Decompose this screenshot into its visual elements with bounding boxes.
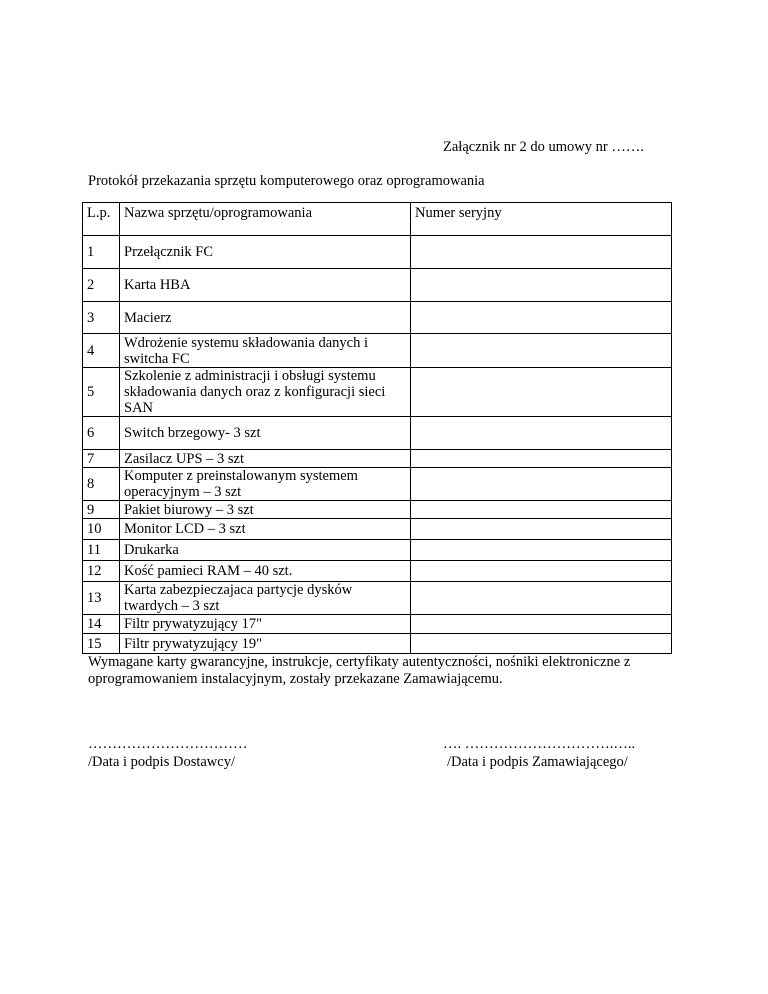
row-lp: 14 xyxy=(83,615,120,634)
row-serial xyxy=(411,561,672,582)
document-title: Protokół przekazania sprzętu komputerowego oraz oprogramowania xyxy=(88,173,485,189)
row-lp: 1 xyxy=(83,236,120,269)
table-row xyxy=(83,561,672,582)
row-name: Zasilacz UPS – 3 szt xyxy=(120,450,411,468)
row-serial xyxy=(411,582,672,615)
row-serial xyxy=(411,468,672,501)
row-lp: 13 xyxy=(83,582,120,615)
table-row xyxy=(83,334,672,368)
table-row xyxy=(83,302,672,334)
row-name: Komputer z preinstalowanym systemem operacyjnym – 3 szt xyxy=(120,468,411,501)
table-row xyxy=(83,269,672,302)
row-name: Wdrożenie systemu składowania danych i switcha FC xyxy=(120,334,411,368)
table-row xyxy=(83,540,672,561)
row-lp: 3 xyxy=(83,302,120,334)
row-lp: 10 xyxy=(83,519,120,540)
row-lp: 9 xyxy=(83,501,120,519)
row-name: Karta HBA xyxy=(120,269,411,302)
row-lp: 8 xyxy=(83,468,120,501)
row-name: Filtr prywatyzujący 17" xyxy=(120,615,411,634)
table-row xyxy=(83,582,672,615)
row-serial xyxy=(411,634,672,654)
row-serial xyxy=(411,519,672,540)
row-serial xyxy=(411,368,672,417)
row-lp: 11 xyxy=(83,540,120,561)
row-lp: 7 xyxy=(83,450,120,468)
table-row xyxy=(83,501,672,519)
table-row xyxy=(83,634,672,654)
row-serial xyxy=(411,450,672,468)
column-header-lp: L.p. xyxy=(83,203,120,236)
column-header-name: Nazwa sprzętu/oprogramowania xyxy=(120,203,411,236)
row-name: Drukarka xyxy=(120,540,411,561)
column-header-serial: Numer seryjny xyxy=(411,203,672,236)
customer-signature-label: /Data i podpis Zamawiającego/ xyxy=(447,754,628,770)
row-lp: 5 xyxy=(83,368,120,417)
table-row xyxy=(83,519,672,540)
row-lp: 6 xyxy=(83,417,120,450)
row-serial xyxy=(411,417,672,450)
row-name: Pakiet biurowy – 3 szt xyxy=(120,501,411,519)
attachment-note: Załącznik nr 2 do umowy nr ……. xyxy=(443,139,644,155)
row-name: Kość pamieci RAM – 40 szt. xyxy=(120,561,411,582)
table-row xyxy=(83,417,672,450)
customer-signature-line: …. ………………………….….. xyxy=(443,736,636,752)
handover-note: Wymagane karty gwarancyjne, instrukcje, certyfikaty autentyczności, nośniki elektroniczne z oprogramowaniem instalacyjnym, zostały przekazane Zamawiającemu. xyxy=(88,654,631,687)
table-row xyxy=(83,450,672,468)
row-serial xyxy=(411,615,672,634)
row-lp: 2 xyxy=(83,269,120,302)
row-serial xyxy=(411,236,672,269)
row-serial xyxy=(411,501,672,519)
row-name: Karta zabezpieczajaca partycje dysków twardych – 3 szt xyxy=(120,582,411,615)
table-row xyxy=(83,468,672,501)
table-header-row xyxy=(83,203,672,236)
row-name: Monitor LCD – 3 szt xyxy=(120,519,411,540)
row-lp: 12 xyxy=(83,561,120,582)
row-serial xyxy=(411,269,672,302)
row-lp: 4 xyxy=(83,334,120,368)
row-name: Szkolenie z administracji i obsługi systemu składowania danych oraz z konfiguracji sieci SAN xyxy=(120,368,411,417)
row-name: Przełącznik FC xyxy=(120,236,411,269)
table-row xyxy=(83,615,672,634)
row-name: Filtr prywatyzujący 19" xyxy=(120,634,411,654)
equipment-table xyxy=(82,202,672,654)
table-row xyxy=(83,368,672,417)
row-serial xyxy=(411,302,672,334)
supplier-signature-line: …………………………… xyxy=(88,736,248,752)
supplier-signature-label: /Data i podpis Dostawcy/ xyxy=(88,754,235,770)
row-name: Macierz xyxy=(120,302,411,334)
row-serial xyxy=(411,540,672,561)
row-name: Switch brzegowy- 3 szt xyxy=(120,417,411,450)
row-serial xyxy=(411,334,672,368)
table-row xyxy=(83,236,672,269)
row-lp: 15 xyxy=(83,634,120,654)
